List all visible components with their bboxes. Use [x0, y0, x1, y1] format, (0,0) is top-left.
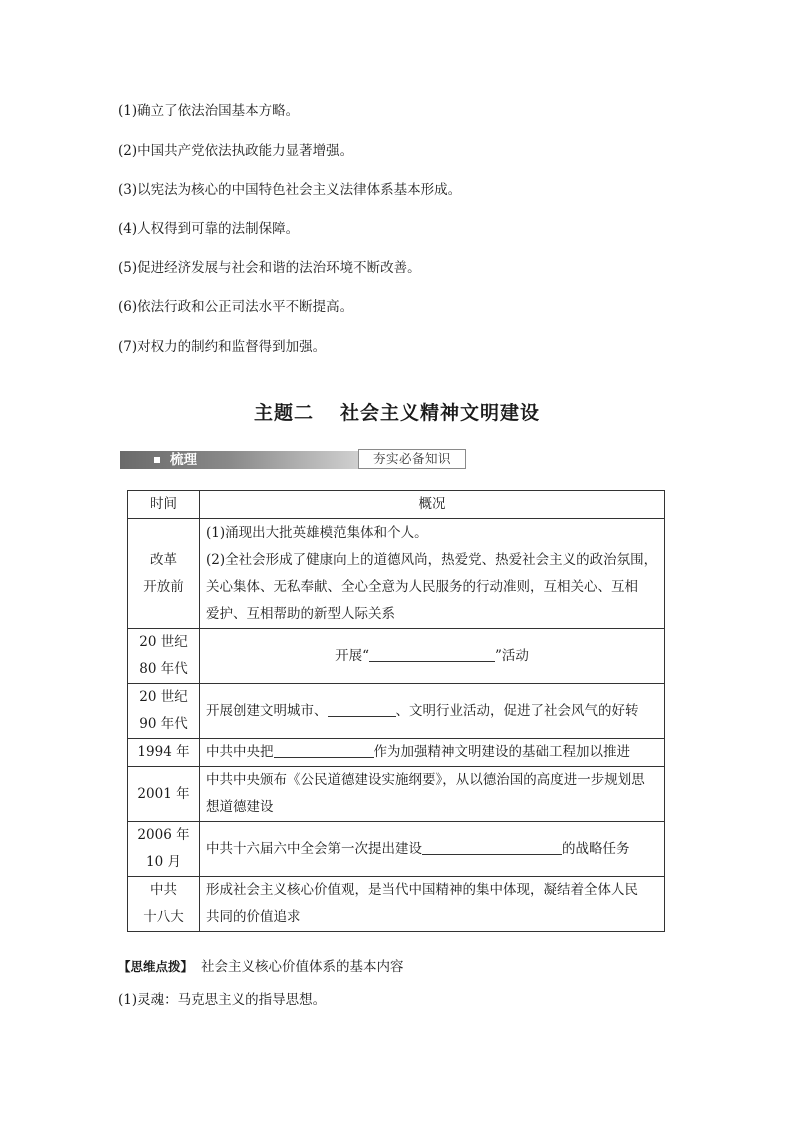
time-line: 10 月 [146, 854, 181, 870]
time-line: 中共 [150, 882, 177, 898]
time-line: 2006 年 [137, 827, 190, 843]
time-line: 20 世纪 [139, 634, 188, 650]
time-cell [128, 822, 200, 877]
overview-text: 、文明行业活动，促进了社会风气的好转 [395, 702, 639, 719]
overview-cell [200, 684, 665, 739]
fill-in-blank[interactable] [328, 702, 396, 717]
overview-text: 中共中央把 [206, 744, 274, 760]
overview-text: 作为加强精神文明建设的基础工程加以推进 [373, 744, 630, 760]
time-line: 90 年代 [139, 716, 188, 732]
header-overview: 概况 [200, 491, 665, 519]
table-row [128, 739, 665, 767]
overview-line: 关心集体、无私奉献、全心全意为人民服务的行动准则，互相关心、互相 [206, 578, 638, 595]
overview-cell [200, 877, 665, 932]
closing-paragraph: (1)灵魂：马克思主义的指导思想。 [118, 992, 327, 1008]
overview-text: 的战略任务 [562, 840, 630, 857]
time-cell [128, 877, 200, 932]
overview-cell [200, 739, 665, 767]
time-cell [128, 629, 200, 684]
overview-line: 形成社会主义核心价值观，是当代中国精神的集中体现，凝结着全体人民 [206, 882, 638, 898]
overview-cell [200, 629, 665, 684]
time-cell [128, 739, 200, 767]
overview-cell [200, 519, 665, 629]
time-cell [128, 684, 200, 739]
overview-line: 中共中央颁布《公民道德建设实施纲要》，从以德治国的高度进一步规划思 [206, 772, 645, 788]
tip-text: 社会主义核心价值体系的基本内容 [201, 959, 404, 975]
intro-item-2: (2)中国共产党依法执政能力显著增强。 [118, 143, 354, 159]
time-line: 80 年代 [139, 661, 188, 677]
intro-item-5: (5)促进经济发展与社会和谐的法治环境不断改善。 [118, 260, 421, 276]
table-row [128, 767, 665, 822]
time-line: 20 世纪 [139, 689, 188, 705]
intro-item-1: (1)确立了依法治国基本方略。 [118, 103, 300, 119]
intro-item-4: (4)人权得到可靠的法制保障。 [118, 221, 300, 237]
time-line: 开放前 [143, 578, 184, 595]
table-row [128, 684, 665, 739]
overview-line: (2)全社会形成了健康向上的道德风尚，热爱党、热爱社会主义的政治氛围， [206, 551, 658, 568]
fill-in-blank[interactable] [274, 743, 374, 758]
intro-item-7: (7)对权力的制约和监督得到加强。 [118, 339, 327, 355]
table-row [128, 629, 665, 684]
intro-item-6: (6)依法行政和公正司法水平不断提高。 [118, 299, 354, 315]
header-time: 时间 [128, 491, 200, 519]
history-table [127, 490, 665, 932]
overview-text: 中共十六届六中全会第一次提出建设 [206, 840, 422, 857]
overview-text: ”活动 [495, 647, 529, 664]
table-row [128, 519, 665, 629]
time-line: 2001 年 [137, 785, 190, 802]
section-title-number: 主题二 [253, 402, 314, 424]
overview-line: 共同的价值追求 [206, 909, 301, 925]
time-line: 1994 年 [137, 744, 190, 760]
section-title-text: 社会主义精神文明建设 [340, 402, 541, 424]
tip-label: 【思维点拨】 [118, 959, 194, 974]
fill-in-blank[interactable] [422, 840, 562, 855]
overview-line: 爱护、互相帮助的新型人际关系 [206, 605, 395, 622]
section-title [0, 398, 794, 425]
overview-cell [200, 767, 665, 822]
section-banner [120, 448, 451, 472]
table-header-row [128, 491, 665, 519]
table-row [128, 877, 665, 932]
thinking-tip [118, 957, 404, 977]
overview-text: 开展创建文明城市、 [206, 702, 328, 719]
table-row [128, 822, 665, 877]
banner-tag: 夯实必备知识 [358, 449, 466, 469]
square-bullet-icon [154, 457, 160, 463]
overview-cell [200, 822, 665, 877]
banner-label: 梳理 [170, 452, 197, 468]
time-line: 改革 [150, 551, 177, 568]
time-cell [128, 767, 200, 822]
overview-text: 开展“ [335, 647, 369, 664]
intro-item-3: (3)以宪法为核心的中国特色社会主义法律体系基本形成。 [118, 182, 462, 198]
time-cell [128, 519, 200, 629]
overview-line: (1)涌现出大批英雄模范集体和个人。 [206, 524, 428, 541]
fill-in-blank[interactable] [369, 647, 495, 662]
overview-line: 想道德建设 [206, 799, 274, 815]
time-line: 十八大 [143, 909, 184, 925]
